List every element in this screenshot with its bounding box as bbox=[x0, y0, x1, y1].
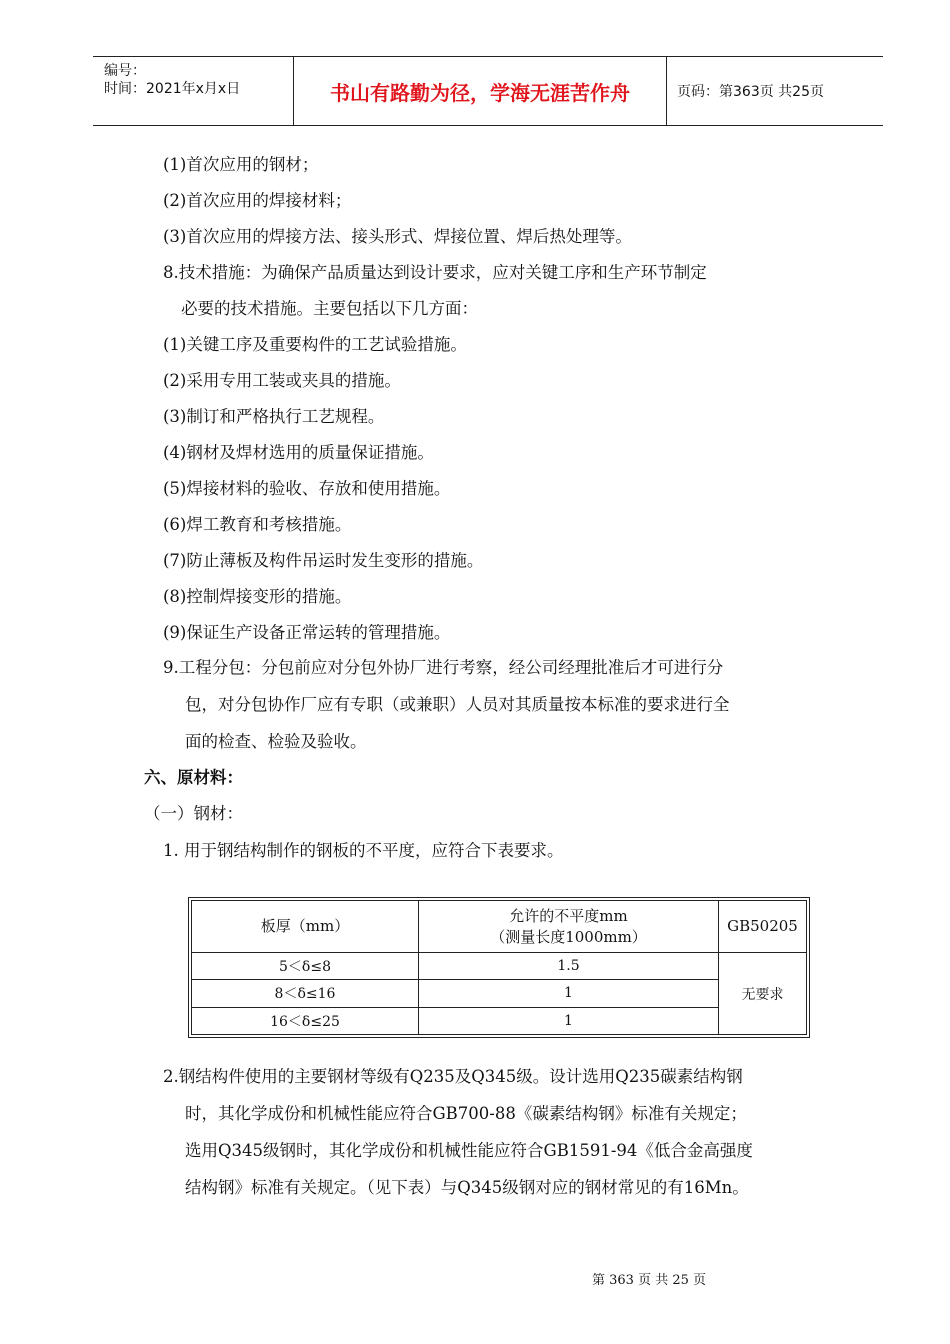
flatness-table bbox=[188, 897, 810, 1038]
paragraph-line: 1. 用于钢结构制作的钢板的不平度，应符合下表要求。 bbox=[163, 841, 564, 860]
page-footer: 第 363 页 共 25 页 bbox=[592, 1273, 707, 1288]
list-item: (1)关键工序及重要构件的工艺试验措施。 bbox=[163, 335, 467, 354]
number-label: 编号： bbox=[104, 63, 146, 79]
list-item: (3)首次应用的焊接方法、接头形式、焊接位置、焊后热处理等。 bbox=[163, 227, 632, 246]
paragraph-line: 结构钢》标准有关规定。（见下表）与Q345级钢对应的钢材常见的有16Mn。 bbox=[185, 1178, 749, 1197]
paragraph-line: 包，对分包协作厂应有专职（或兼职）人员对其质量按本标准的要求进行全 bbox=[185, 695, 730, 714]
paragraph-line: 面的检查、检验及验收。 bbox=[185, 732, 367, 751]
paragraph-line: 时，其化学成份和机械性能应符合GB700-88《碳素结构钢》标准有关规定； bbox=[185, 1104, 747, 1123]
table-row: 5＜δ≤8 1.5 无要求 bbox=[192, 953, 807, 980]
merged-note: 无要求 bbox=[719, 953, 807, 1035]
list-item: (2)采用专用工装或夹具的措施。 bbox=[163, 371, 401, 390]
paragraph-line: 8.技术措施：为确保产品质量达到设计要求，应对关键工序和生产环节制定 bbox=[163, 263, 707, 282]
list-item: (7)防止薄板及构件吊运时发生变形的措施。 bbox=[163, 551, 484, 570]
paragraph-line: 9.工程分包：分包前应对分包外协厂进行考察，经公司经理批准后才可进行分 bbox=[163, 658, 724, 677]
subsection-heading: （一）钢材： bbox=[144, 804, 243, 823]
header-meta bbox=[93, 57, 294, 125]
header-motto: 书山有路勤为径，学海无涯苦作舟 bbox=[294, 57, 667, 125]
list-item: (2)首次应用的焊接材料； bbox=[163, 191, 352, 210]
list-item: (9)保证生产设备正常运转的管理措施。 bbox=[163, 623, 451, 642]
list-item: (3)制订和严格执行工艺规程。 bbox=[163, 407, 385, 426]
list-item: (5)焊接材料的验收、存放和使用措施。 bbox=[163, 479, 451, 498]
list-item: (8)控制焊接变形的措施。 bbox=[163, 587, 352, 606]
header-standard: GB50205 bbox=[719, 901, 807, 953]
table-row: 16＜δ≤25 1 bbox=[192, 1007, 807, 1034]
section-heading: 六、原材料： bbox=[144, 768, 243, 787]
header-thickness: 板厚（mm） bbox=[192, 901, 419, 953]
page-header bbox=[93, 56, 883, 126]
paragraph-line: 2.钢结构件使用的主要钢材等级有Q235及Q345级。设计选用Q235碳素结构钢 bbox=[163, 1067, 743, 1086]
paragraph-line: 必要的技术措施。主要包括以下几方面： bbox=[181, 299, 478, 318]
time-label: 时间：2021年x月x日 bbox=[104, 81, 241, 97]
list-item: (6)焊工教育和考核措施。 bbox=[163, 515, 352, 534]
header-page-info: 页码：第363页 共25页 bbox=[677, 84, 824, 100]
table-row: 8＜δ≤16 1 bbox=[192, 980, 807, 1007]
list-item: (4)钢材及焊材选用的质量保证措施。 bbox=[163, 443, 434, 462]
header-flatness: 允许的不平度mm （测量长度1000mm） bbox=[419, 901, 719, 953]
list-item: (1)首次应用的钢材； bbox=[163, 155, 319, 174]
paragraph-line: 选用Q345级钢时，其化学成份和机械性能应符合GB1591-94《低合金高强度 bbox=[185, 1141, 753, 1160]
